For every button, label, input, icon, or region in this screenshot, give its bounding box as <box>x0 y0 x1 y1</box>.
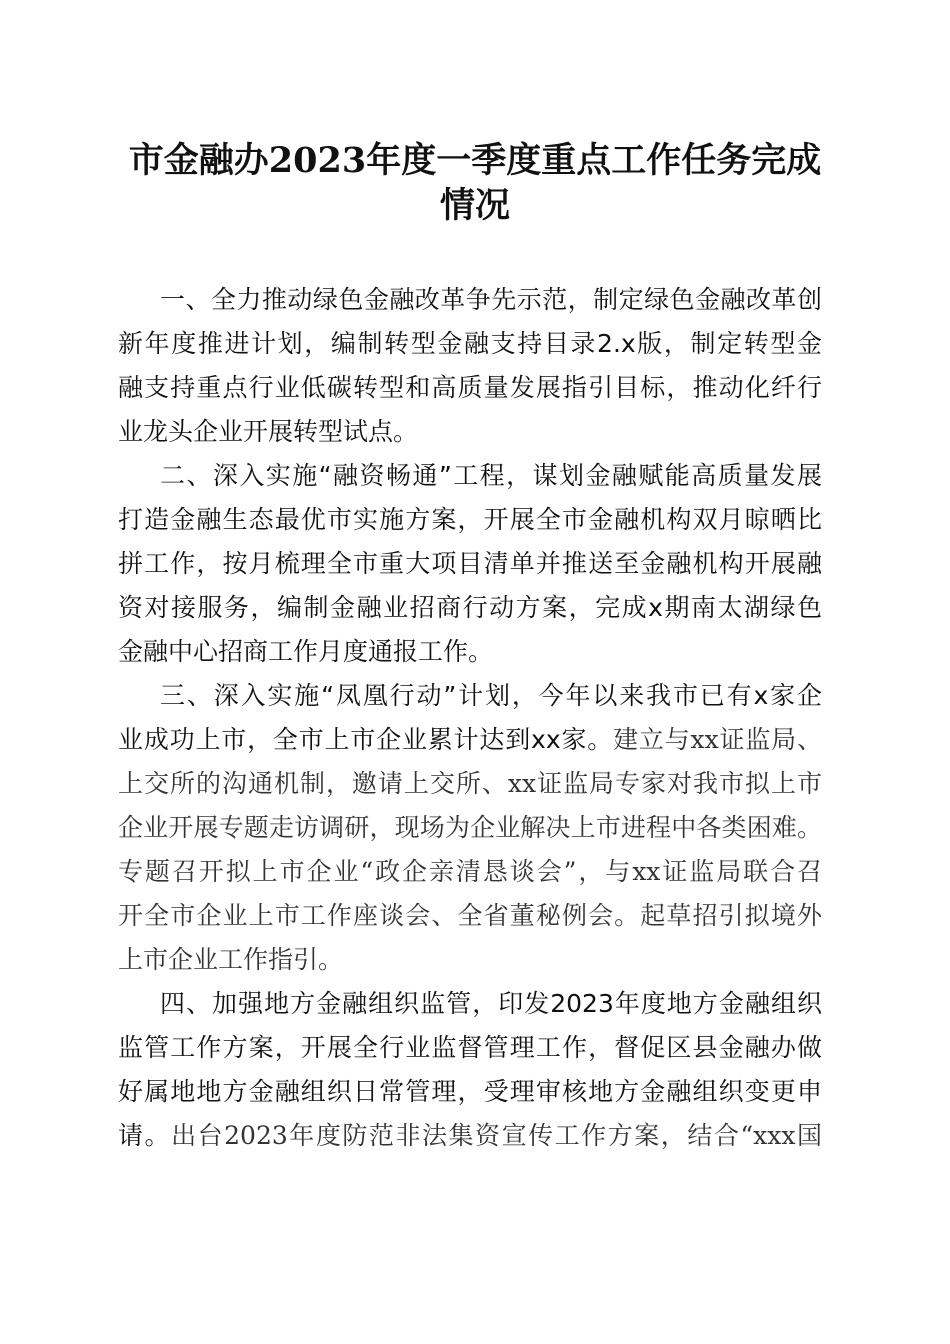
text-line <box>118 718 822 762</box>
text-line <box>118 762 822 806</box>
text-line <box>118 938 822 982</box>
text-segment: 上交所的沟通机制，邀请上交所、xx证监局专家对我市拟上市 <box>118 769 822 798</box>
text-segment: 一、全力推动绿色金融改革争先示范，制定绿色金融改革创 <box>160 285 822 314</box>
text-line <box>118 806 822 850</box>
text-line <box>118 894 822 938</box>
text-line <box>118 322 822 366</box>
title-line-1: 市金融办2023年度一季度重点工作任务完成 <box>128 140 822 181</box>
text-segment: 开全市企业上市工作座谈会、全省董秘例会。起草招引拟境外 <box>118 901 822 930</box>
document-body <box>118 278 822 1158</box>
text-line <box>118 278 822 322</box>
text-segment: 拼工作，按月梳理全市重大项目清单并推送至金融机构开展融 <box>118 549 822 578</box>
text-segment: 新年度推进计划，编制转型金融支持目录2.x版，制定转型金 <box>118 329 822 358</box>
text-line <box>118 498 822 542</box>
text-segment: 监管工作方案，开展全行业监督管理工作，督促区县金融办做 <box>118 1033 822 1062</box>
text-line <box>118 542 822 586</box>
text-line <box>118 586 822 630</box>
text-line <box>118 630 822 674</box>
text-segment: 好属地地方金融组织日常管理，受理审核地方金融组织变更申 <box>118 1077 822 1106</box>
paragraph-2 <box>118 454 822 674</box>
title-line-2: 情况 <box>439 185 510 226</box>
paragraph-3 <box>118 674 822 982</box>
document-title <box>0 138 950 228</box>
text-line <box>118 850 822 894</box>
text-segment: 打造金融生态最优市实施方案，开展全市金融机构双月晾晒比 <box>118 505 822 534</box>
text-line <box>118 454 822 498</box>
text-segment: 上市企业工作指引。 <box>118 945 344 974</box>
text-line <box>118 1070 822 1114</box>
text-line <box>118 674 822 718</box>
paragraph-1 <box>118 278 822 454</box>
text-segment: 二、深入实施“融资畅通”工程，谋划金融赋能高质量发展 <box>160 461 822 490</box>
text-line <box>118 410 822 454</box>
text-segment: 三、深入实施“凤凰行动”计划，今年以来我市已有x家企 <box>160 681 822 710</box>
text-segment: 业成功上市，全市上市企业累计达到xx家。 <box>118 725 614 754</box>
text-line <box>118 1026 822 1070</box>
text-line <box>118 982 822 1026</box>
text-line <box>118 366 822 410</box>
text-segment: 出台2023年度防范非法集资宣传工作方案，结合“xxx国 <box>171 1121 822 1150</box>
paragraph-4 <box>118 982 822 1158</box>
text-segment: 请。 <box>118 1121 172 1150</box>
text-line <box>118 1114 822 1158</box>
text-segment: 业龙头企业开展转型试点。 <box>118 417 419 446</box>
text-segment: 金融中心招商工作月度通报工作。 <box>118 637 494 666</box>
text-segment: 资对接服务，编制金融业招商行动方案，完成x期南太湖绿色 <box>118 593 822 622</box>
text-segment: 建立与xx证监局、 <box>613 725 823 754</box>
text-segment: 企业开展专题走访调研，现场为企业解决上市进程中各类困难。 <box>118 813 822 842</box>
text-segment: 四、加强地方金融组织监管，印发2023年度地方金融组织 <box>160 989 822 1018</box>
text-segment: 专题召开拟上市企业“政企亲清恳谈会”，与xx证监局联合召 <box>118 857 822 886</box>
text-segment: 融支持重点行业低碳转型和高质量发展指引目标，推动化纤行 <box>118 373 822 402</box>
